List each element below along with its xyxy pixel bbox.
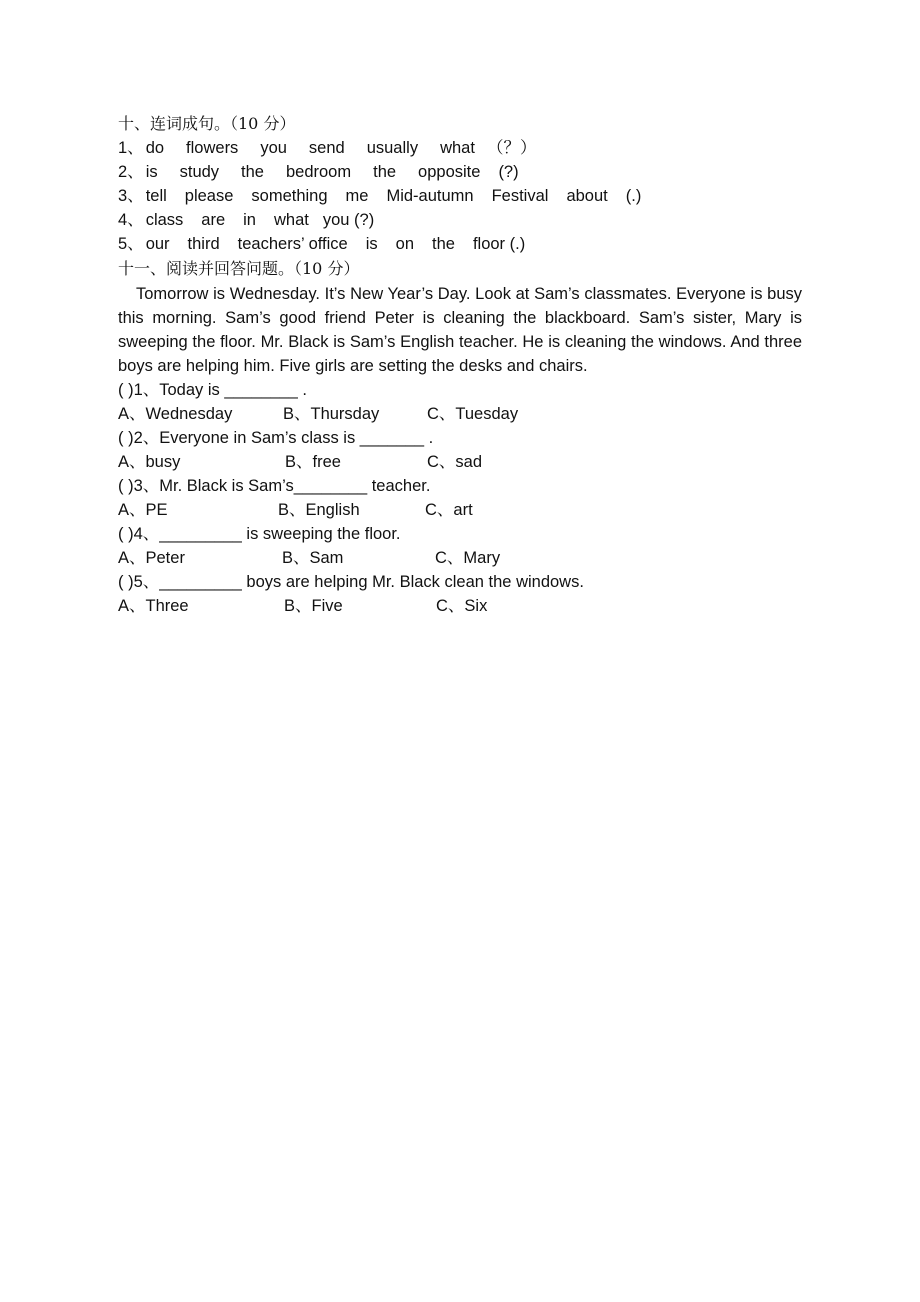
word: Mid-autumn <box>386 187 474 205</box>
question-3-stem: ( )3、Mr. Black is Sam’s________ teacher. <box>118 477 431 495</box>
word: on <box>395 235 414 253</box>
word: third <box>187 235 220 253</box>
question-2-option-c: C、sad <box>427 453 483 471</box>
question-2-stem: ( )2、Everyone in Sam’s class is _______ . <box>118 429 434 447</box>
word: about <box>566 187 608 205</box>
question-3-option-b: B、English <box>278 501 360 519</box>
word: study <box>179 163 220 181</box>
question-4-stem: ( )4、_________ is sweeping the floor. <box>118 525 401 543</box>
word: bedroom <box>285 163 352 181</box>
question-1-stem: ( )1、Today is ________ . <box>118 381 307 399</box>
word: the <box>432 235 455 253</box>
word: teachers’ office <box>237 235 348 253</box>
word: what <box>273 211 309 229</box>
word: in <box>243 211 256 229</box>
item-number: 4、 <box>118 211 144 229</box>
question-4-option-b: B、Sam <box>282 549 344 567</box>
word: class <box>145 211 184 229</box>
question-5-option-b: B、Five <box>284 597 343 615</box>
question-3-option-c: C、art <box>425 501 473 519</box>
word: our <box>145 235 170 253</box>
word: please <box>184 187 234 205</box>
item-5 <box>118 234 525 254</box>
word: the <box>373 163 397 181</box>
question-2-option-b: B、free <box>285 453 341 471</box>
section-11-heading: 十一、阅读并回答问题。（10 分） <box>118 259 360 278</box>
item-1 <box>118 138 536 158</box>
word: me <box>345 187 369 205</box>
reading-passage: Tomorrow is Wednesday. It’s New Year’s Day. Look at Sam’s classmates. Everyone is busy this morning. Sam’s good friend Peter is cleaning the blackboard. Sam’s sister, Mary is sweeping the floor. Mr. Black is Sam’s English teacher. He is cleaning the windows. And three boys are helping him. Five girls are setting the desks and chairs. <box>118 285 802 375</box>
question-1-option-a: A、Wednesday <box>118 405 233 423</box>
word: do <box>145 139 165 157</box>
item-number: 5、 <box>118 235 144 253</box>
section-10-heading: 十、连词成句。（10 分） <box>118 114 296 133</box>
question-1-option-b: B、Thursday <box>283 405 380 423</box>
item-number: 3、 <box>118 187 144 205</box>
word: what <box>440 139 475 157</box>
item-3 <box>118 186 641 206</box>
word: opposite <box>418 163 481 181</box>
question-2-option-a: A、busy <box>118 453 181 471</box>
word: something <box>251 187 328 205</box>
word: are <box>201 211 226 229</box>
question-5-option-a: A、Three <box>118 597 189 615</box>
word: (?) <box>498 163 519 181</box>
word: send <box>308 139 345 157</box>
word: the <box>241 163 264 181</box>
word: is <box>365 235 378 253</box>
word: (.) <box>625 187 642 205</box>
word: usually <box>366 139 419 157</box>
item-number: 2、 <box>118 163 144 181</box>
question-3-option-a: A、PE <box>118 501 168 519</box>
question-1-option-c: C、Tuesday <box>427 405 519 423</box>
item-number: 1、 <box>118 139 144 157</box>
item-2 <box>118 162 519 182</box>
word: tell <box>145 187 167 205</box>
word: is <box>145 163 158 181</box>
word: Festival <box>491 187 549 205</box>
word: you <box>260 139 287 157</box>
question-4-option-a: A、Peter <box>118 549 185 567</box>
word: flowers <box>186 139 239 157</box>
question-5-stem: ( )5、_________ boys are helping Mr. Black clean the windows. <box>118 573 584 591</box>
word: floor (.) <box>472 235 526 253</box>
word: （？） <box>486 139 537 157</box>
question-4-option-c: C、Mary <box>435 549 501 567</box>
question-5-option-c: C、Six <box>436 597 488 615</box>
word: you (?) <box>322 211 375 229</box>
item-4 <box>118 210 374 230</box>
